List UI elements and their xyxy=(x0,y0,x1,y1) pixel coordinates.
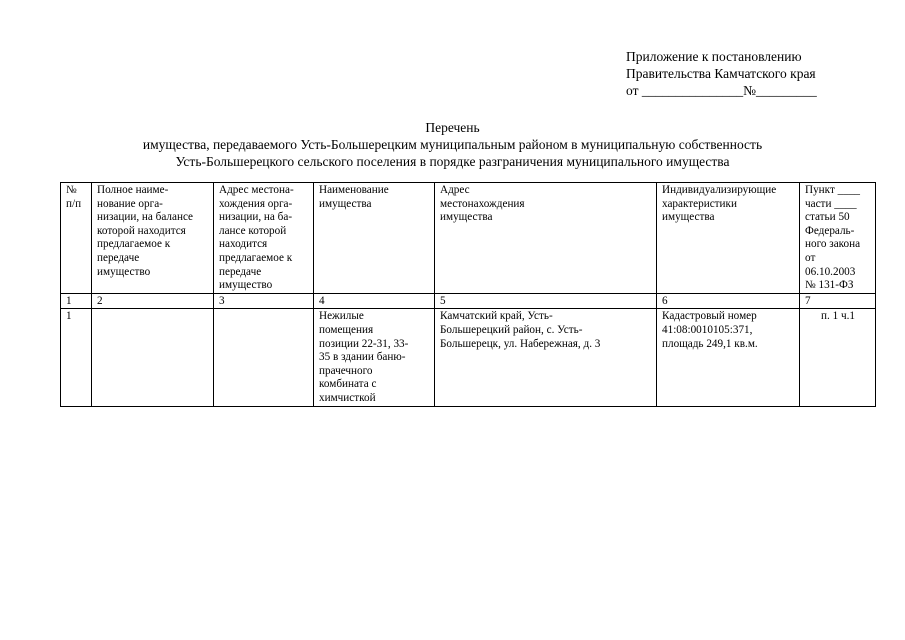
row-num: 1 xyxy=(61,309,92,406)
header-characteristics: Индивидуализирующие характеристики имущества xyxy=(657,183,800,294)
table-header-row xyxy=(61,183,876,294)
header-org-name: Полное наиме- нование орга- низации, на балансе которой находится предлагаемое к передаче имущество xyxy=(92,183,214,294)
header-property-name: Наименование имущества xyxy=(314,183,435,294)
column-number: 6 xyxy=(657,293,800,309)
column-number: 3 xyxy=(214,293,314,309)
annex-line-1: Приложение к постановлению xyxy=(626,49,802,64)
title-line-2: имущества, передаваемого Усть-Большерецким муниципальным районом в муниципальную собственность xyxy=(142,137,763,152)
title-line-1: Перечень xyxy=(425,120,480,135)
header-num: № п/п xyxy=(61,183,92,294)
annex-header xyxy=(626,48,866,99)
column-number: 4 xyxy=(314,293,435,309)
annex-line-3: от _______________№_________ xyxy=(626,83,817,98)
row-law-point: п. 1 ч.1 xyxy=(800,309,876,406)
row-property-address: Камчатский край, Усть- Большерецкий район, с. Усть- Большерецк, ул. Набережная, д. 3 xyxy=(435,309,657,406)
column-number: 1 xyxy=(61,293,92,309)
document-title xyxy=(60,119,845,170)
property-table xyxy=(60,182,876,407)
row-org-name xyxy=(92,309,214,406)
header-org-address: Адрес местона- хождения орга- низации, на ба- лансе которой находится предлагаемое к передаче имущество xyxy=(214,183,314,294)
column-number: 2 xyxy=(92,293,214,309)
row-characteristics: Кадастровый номер 41:08:0010105:371, площадь 249,1 кв.м. xyxy=(657,309,800,406)
title-line-3: Усть-Большерецкого сельского поселения в порядке разграничения муниципального имущества xyxy=(175,154,730,169)
column-number: 5 xyxy=(435,293,657,309)
column-number: 7 xyxy=(800,293,876,309)
row-org-address xyxy=(214,309,314,406)
row-property-name: Нежилые помещения позиции 22-31, 33- 35 в здании баню- прачечного комбината с химчисткой xyxy=(314,309,435,406)
table-row xyxy=(61,309,876,406)
annex-line-2: Правительства Камчатского края xyxy=(626,66,816,81)
column-number-row xyxy=(61,293,876,309)
header-property-address: Адрес местонахождения имущества xyxy=(435,183,657,294)
header-law-point: Пункт ____ части ____ статьи 50 Федераль- ного закона от 06.10.2003 № 131-ФЗ xyxy=(800,183,876,294)
